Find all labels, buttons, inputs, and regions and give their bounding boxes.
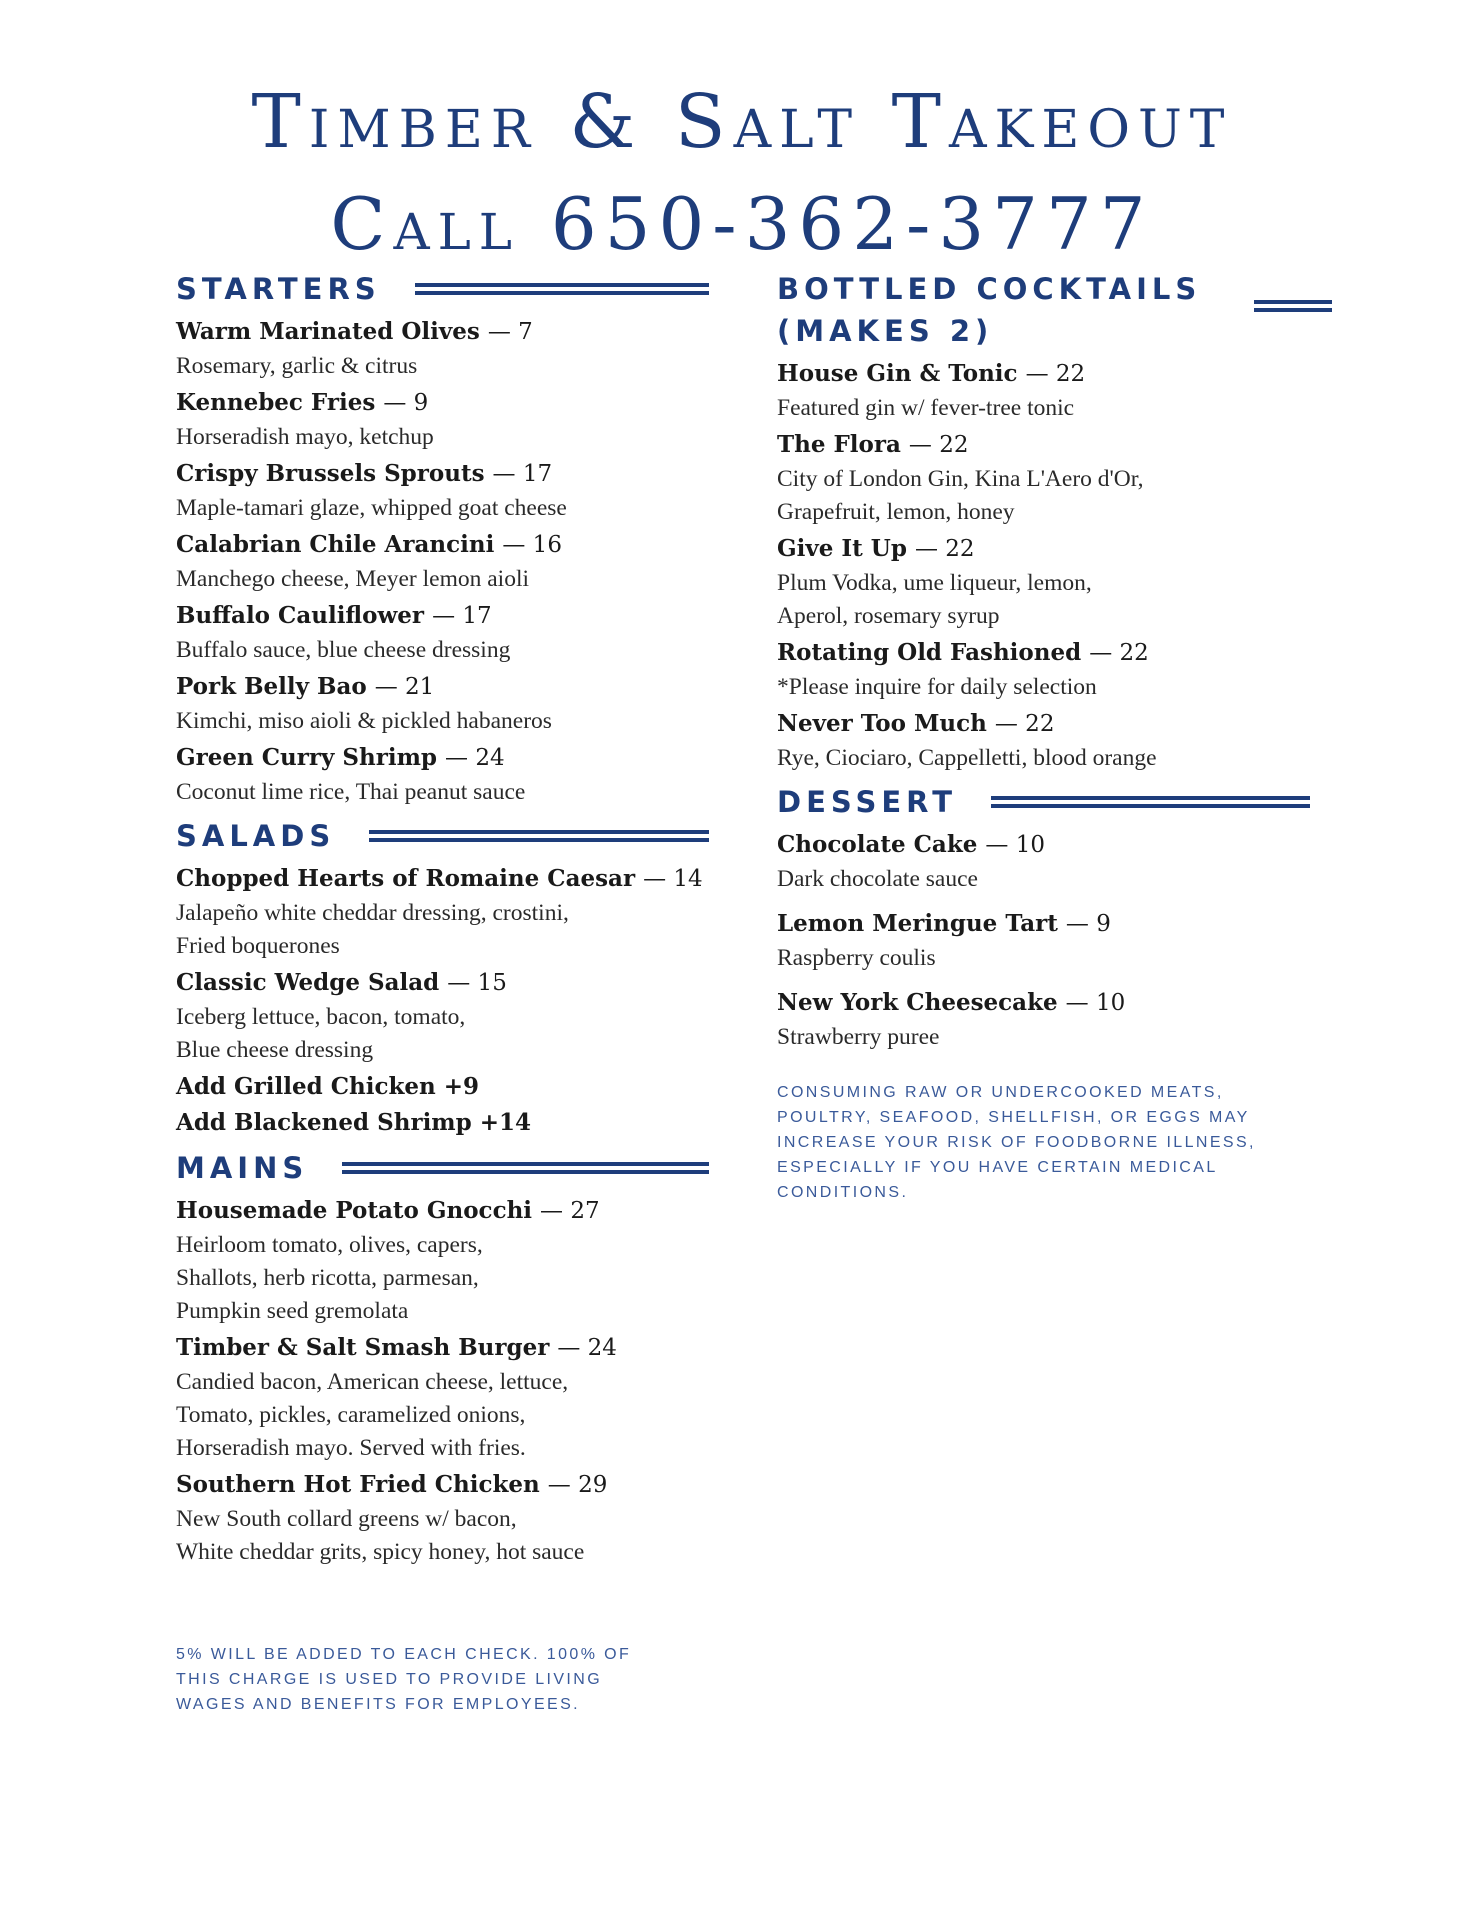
item-price: — 17 [432,603,492,629]
item-description: Heirloom tomato, olives, capers, [176,1232,483,1258]
menu-item [176,1193,709,1328]
item-price: — 22 [914,536,975,562]
double-rule [415,283,709,295]
item-price: — 14 [643,866,703,892]
item-name: Classic Wedge Salad [176,969,440,996]
double-rule [1254,300,1332,312]
item-price: — 7 [487,319,533,345]
right-column [777,268,1310,1205]
wage-charge-note: 5% WILL BE ADDED TO EACH CHECK. 100% OF THIS CHARGE IS USED TO PROVIDE LIVING WAGES AND BENEFITS FOR EMPLOYEES. [176,1646,632,1713]
item-description: Kimchi, miso aioli & pickled habaneros [176,708,552,734]
item-price: — 9 [1065,911,1111,937]
item-description: Manchego cheese, Meyer lemon aioli [176,566,530,592]
starters-list [176,314,709,809]
starters-header [176,268,709,310]
item-description: Pumpkin seed gremolata [176,1298,409,1324]
double-rule [342,1162,709,1174]
item-description: Plum Vodka, ume liqueur, lemon, [777,570,1092,596]
salads-header [176,815,709,857]
menu-item [176,861,709,963]
item-price: — 21 [374,674,435,700]
menu-item [777,356,1310,425]
item-name: Kennebec Fries [176,389,376,416]
item-description: City of London Gin, Kina L'Aero d'Or, [777,466,1144,492]
item-description: Tomato, pickles, caramelized onions, [176,1402,526,1428]
item-price: — 15 [447,970,507,996]
item-price: — 29 [547,1472,608,1498]
item-name: Give It Up [777,535,907,562]
item-description: Horseradish mayo. Served with fries. [176,1435,526,1461]
item-name: Crispy Brussels Sprouts [176,460,485,487]
cocktails-list [777,356,1310,775]
section-title-cocktails: BOTTLED COCKTAILS (MAKES 2) [777,272,1202,348]
menu-item [777,906,1310,975]
addon-blackened-shrimp: Add Blackened Shrimp +14 [176,1109,532,1136]
item-description: Featured gin w/ fever-tree tonic [777,395,1075,421]
addon-grilled-chicken: Add Grilled Chicken +9 [176,1073,480,1100]
item-name: The Flora [777,431,901,458]
item-price: — 10 [1065,990,1126,1016]
salads-list [176,861,709,1141]
menu-header [0,72,1484,274]
raw-food-warning: CONSUMING RAW OR UNDERCOOKED MEATS, POULTRY, SEAFOOD, SHELLFISH, OR EGGS MAY INCREASE YOUR RISK OF FOODBORNE ILLNESS, ESPECIALLY IF YOU HAVE CERTAIN MEDICAL CONDITIONS. [777,1084,1256,1201]
menu-item [777,531,1310,633]
section-title-dessert: DESSERT [777,785,957,819]
item-name: Never Too Much [777,710,987,737]
item-description: *Please inquire for daily selection [777,674,1097,700]
item-description: Buffalo sauce, blue cheese dressing [176,637,511,663]
item-description: Rosemary, garlic & citrus [176,353,418,379]
menu-item [777,706,1310,775]
item-price: — 9 [383,390,429,416]
left-column [176,268,709,1571]
item-price: — 22 [908,432,969,458]
item-description: Fried boquerones [176,933,340,959]
item-price: — 22 [994,711,1055,737]
item-description: Strawberry puree [777,1024,940,1050]
section-title-mains: MAINS [176,1151,309,1185]
item-name: Lemon Meringue Tart [777,910,1058,937]
item-name: Timber & Salt Smash Burger [176,1334,550,1361]
item-description: New South collard greens w/ bacon, [176,1506,517,1532]
menu-item [176,527,709,596]
item-name: Buffalo Cauliflower [176,602,425,629]
cocktails-header [777,268,1310,352]
item-description: Aperol, rosemary syrup [777,603,1000,629]
menu-item [777,427,1310,529]
menu-item [176,1467,709,1569]
item-description: Raspberry coulis [777,945,936,971]
item-description: Shallots, herb ricotta, parmesan, [176,1265,479,1291]
item-description: Jalapeño white cheddar dressing, crostini, [176,900,569,926]
item-name: Calabrian Chile Arancini [176,531,495,558]
item-price: — 16 [502,532,562,558]
menu-item [176,1330,709,1465]
double-rule [369,830,709,842]
item-price: — 10 [985,832,1045,858]
menu-item [777,985,1310,1054]
item-price: — 22 [1089,640,1149,666]
item-description: Candied bacon, American cheese, lettuce, [176,1369,569,1395]
item-description: Grapefruit, lemon, honey [777,499,1015,525]
item-name: House Gin & Tonic [777,360,1018,387]
item-price: — 27 [540,1198,600,1224]
item-name: Green Curry Shrimp [176,744,437,771]
item-description: Maple-tamari glaze, whipped goat cheese [176,495,567,521]
item-price: — 17 [492,461,553,487]
item-name: Warm Marinated Olives [176,318,480,345]
phone-number: Call 650-362-3777 [330,182,1154,266]
section-title-starters: STARTERS [176,272,381,306]
menu-item [777,827,1310,896]
item-description: Blue cheese dressing [176,1037,374,1063]
menu-item [176,314,709,383]
dessert-list [777,827,1310,1054]
item-name: Housemade Potato Gnocchi [176,1197,533,1224]
item-description: Horseradish mayo, ketchup [176,424,434,450]
restaurant-title: Timber & Salt Takeout [251,79,1233,165]
menu-item [176,669,709,738]
item-name: Pork Belly Bao [176,673,367,700]
menu-item [176,385,709,454]
item-name: Chocolate Cake [777,831,978,858]
item-name: New York Cheesecake [777,989,1058,1016]
menu-item [176,740,709,809]
menu-item [176,598,709,667]
section-title-salads: SALADS [176,819,336,853]
dessert-header [777,781,1310,823]
item-description: Rye, Ciociaro, Cappelletti, blood orange [777,745,1157,771]
menu-item [176,965,709,1067]
item-description: Coconut lime rice, Thai peanut sauce [176,779,526,805]
menu-item [176,456,709,525]
item-description: Dark chocolate sauce [777,866,978,892]
double-rule [991,796,1310,808]
item-description: Iceberg lettuce, bacon, tomato, [176,1004,466,1030]
item-description: White cheddar grits, spicy honey, hot sauce [176,1539,585,1565]
item-price: — 24 [557,1335,617,1361]
item-name: Southern Hot Fried Chicken [176,1471,540,1498]
menu-item [777,635,1310,704]
item-name: Chopped Hearts of Romaine Caesar [176,865,636,892]
mains-header [176,1147,709,1189]
item-price: — 24 [445,745,505,771]
item-price: — 22 [1025,361,1086,387]
item-name: Rotating Old Fashioned [777,639,1082,666]
mains-list [176,1193,709,1569]
